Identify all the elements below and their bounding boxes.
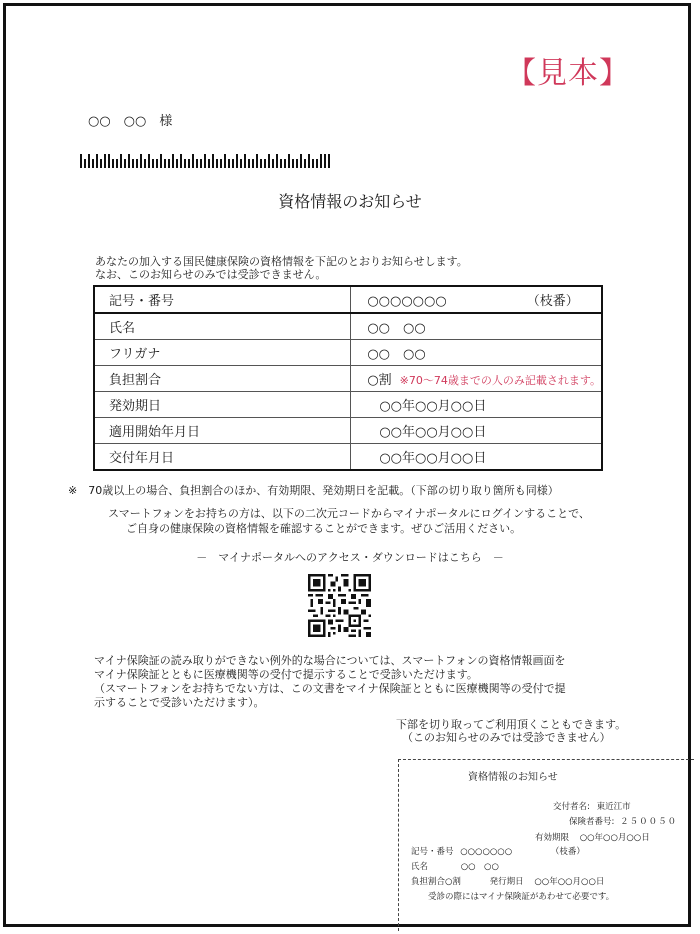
qr-code[interactable] — [307, 574, 372, 637]
row-label: 氏名 — [94, 313, 351, 340]
symbol-number: ○○○○○○○ — [367, 294, 447, 309]
row-value: ○○年○○月○○日 — [351, 392, 602, 418]
table-row — [94, 444, 602, 471]
issued-label: 発行期日 — [489, 877, 524, 887]
reader-note — [94, 654, 566, 710]
branch-value: （枝番） — [550, 847, 585, 857]
cutout-expiry — [535, 831, 650, 843]
row-label: 適用開始年月日 — [94, 418, 351, 444]
expiry-label: 有効期限 — [535, 833, 570, 843]
portal-heading: － マイナポータルへのアクセス・ダウンロードはこちら － — [196, 551, 504, 564]
reader-note-line: （スマートフォンをお持ちでない方は、この文書をマイナ保険証とともに医療機関等の受付で提 — [94, 682, 566, 695]
row-label: 発効期日 — [94, 392, 351, 418]
table-row — [94, 313, 602, 340]
intro-line: なお、このお知らせのみでは受診できません。 — [95, 268, 327, 281]
row-value — [351, 366, 602, 392]
customer-barcode — [80, 154, 332, 168]
intro-text — [95, 255, 468, 281]
cutout-name — [411, 860, 499, 872]
issuer-value: 東近江市 — [596, 802, 631, 812]
qualification-table — [93, 285, 603, 471]
name-label: 氏名 — [411, 862, 429, 872]
row-value: ○○年○○月○○日 — [351, 418, 602, 444]
cut-note-line: 下部を切り取ってご利用頂くこともできます。 — [396, 718, 627, 731]
cut-note-line: （このお知らせのみでは受診できません） — [402, 731, 611, 744]
table-row — [94, 286, 602, 313]
row-label: 記号・番号 — [94, 286, 351, 313]
cutout-ratio-issued — [411, 875, 604, 887]
number-label: 記号・番号 — [411, 847, 454, 857]
age-note: ※70～74歳までの人のみ記載されます。 — [399, 374, 601, 387]
guide-line: スマートフォンをお持ちの方は、以下の二次元コードからマイナポータルにログインすることで、 — [108, 507, 590, 520]
number-value: ○○○○○○○ — [460, 847, 513, 857]
expiry-value: ○○年○○月○○日 — [579, 833, 650, 843]
cut-note — [396, 718, 626, 744]
reader-note-line: マイナ保険証の読み取りができない例外的な場合については、スマートフォンの資格情報画面を — [94, 654, 566, 667]
footnote: ※ 70歳以上の場合、負担割合のほか、有効期限、発効期日を記載。（下部の切り取り箇所も同様） — [68, 484, 559, 497]
issued-value: ○○年○○月○○日 — [534, 877, 605, 887]
reader-note-line: 示することで受診いただけます）。 — [94, 696, 265, 709]
guide-line: ご自身の健康保険の資格情報を確認することができます。ぜひご活用ください。 — [126, 522, 522, 535]
cutout-issuer — [553, 800, 631, 812]
cutout-number — [411, 845, 585, 857]
table-row — [94, 392, 602, 418]
name-value: ○○ ○○ — [460, 862, 499, 872]
row-value: ○○ ○○ — [351, 313, 602, 340]
recipient-name: ○○ ○○ 様 — [88, 114, 173, 129]
branch-number: （枝番） — [526, 294, 579, 309]
cutout-insurer — [569, 815, 677, 827]
sample-stamp: 【見本】 — [506, 56, 630, 91]
cutout-title: 資格情報のお知らせ — [468, 772, 558, 783]
row-value: ○○ ○○ — [351, 340, 602, 366]
burden-ratio: ○割 — [367, 373, 392, 388]
table-row — [94, 366, 602, 392]
insurer-number: ２５００５０ — [620, 817, 678, 827]
row-value — [351, 286, 602, 313]
reader-note-line: マイナ保険証とともに医療機関等の受付で提示することで受診いただけます。 — [94, 668, 478, 681]
intro-line: あなたの加入する国民健康保険の資格情報を下記のとおりお知らせします。 — [95, 255, 468, 268]
cutout-notice: 受診の際にはマイナ保険証があわせて必要です。 — [428, 892, 615, 902]
document-title: 資格情報のお知らせ — [278, 192, 422, 211]
table-row — [94, 340, 602, 366]
issuer-label: 交付者名: — [553, 802, 590, 812]
smartphone-guide — [108, 506, 590, 536]
ratio-label: 負担割合 — [411, 877, 446, 887]
row-value: ○○年○○月○○日 — [351, 444, 602, 471]
row-label: 負担割合 — [94, 366, 351, 392]
ratio-value: ○割 — [445, 877, 461, 887]
row-label: フリガナ — [94, 340, 351, 366]
table-row — [94, 418, 602, 444]
row-label: 交付年月日 — [94, 444, 351, 471]
insurer-label: 保険者番号: — [569, 817, 615, 827]
